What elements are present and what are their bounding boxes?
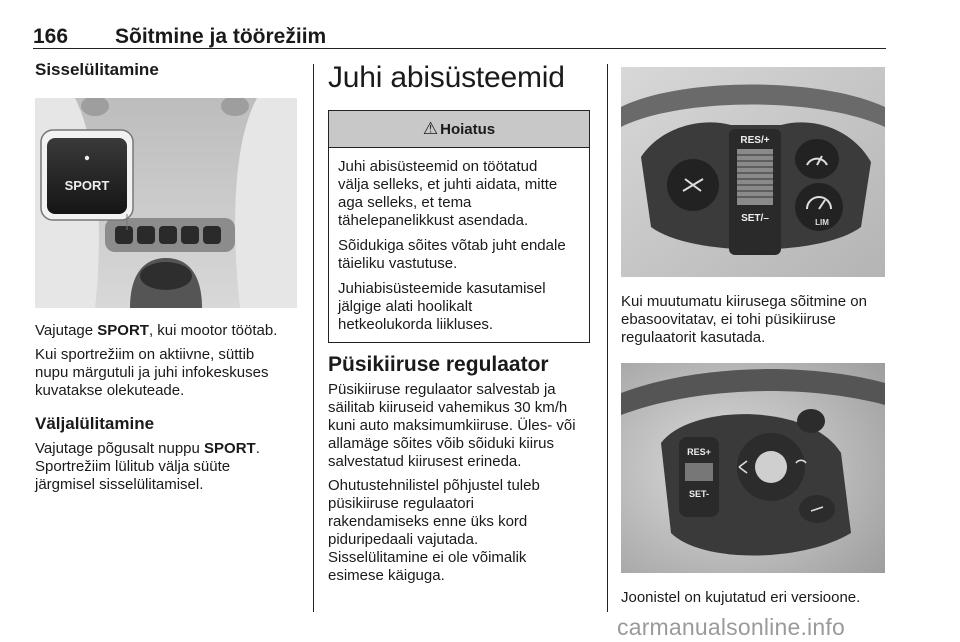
res-label: RES/+ [740,135,770,146]
warning-label: Hoiatus [440,120,496,138]
res-label-2: RES+ [687,447,711,457]
set-label-2: SET- [688,489,710,499]
sport-instruction: Vajutage SPORT, kui mootor töötab. [35,322,278,339]
column-divider [313,64,314,612]
section-title: Juhi abisüsteemid [328,61,565,94]
warning-icon: ⚠ [422,119,439,138]
warning-header [329,111,589,148]
warning-paragraph: Juhiabisüsteemide kasutamisel jälgige alati hoolikalt hetkeolukorda liikluses. [338,280,546,333]
lim-label: LIM [815,218,829,227]
steering-controls-image-2 [621,363,885,573]
column-divider [607,64,608,612]
running-title: Sõitmine ja töörežiim [115,25,327,48]
cruise-paragraph: Püsikiiruse regulaator salvestab ja säilitab kiiruseid vahemikus 30 km/h kuni auto maksimumkiiruse. Üles- või allamäge sõites võib sõiduki kiirus salvestatud kiirusest erineda. [328,381,576,470]
steering-controls-illustration [621,67,885,277]
watermark: carmanualsonline.info [617,614,845,640]
figure-caption: Joonistel on kujutatud eri versioone. [621,589,861,606]
heading-switch-off: Väljalülitamine [35,414,155,433]
cruise-control-title: Püsikiiruse regulaator [328,353,549,376]
set-label: SET/– [741,213,769,224]
sport-button-image [35,98,297,308]
page-number: 166 [33,25,69,48]
cruise-paragraph: Ohutustehnilistel põhjustel tuleb püsikiiruse regulaatori rakendamiseks enne üks kord piduripedaali vajutada. Sisselülitamine ei ole võimalik esimese käiguga. [328,477,540,584]
cruise-warning-text: Kui muutumatu kiirusega sõitmine on ebasoovitatav, ei tohi püsikiiruse regulaatorit kasutada. [621,293,867,346]
warning-body [329,148,589,342]
warning-paragraph: Sõidukiga sõites võtab juht endale täieliku vastutuse. [338,237,566,272]
sport-description: Kui sportrežiim on aktiivne, süttib nupu märgutuli ja juhi infokeskuses kuvatakse olekuteade. [35,346,269,399]
page-header [33,14,886,49]
middle-column [328,60,590,585]
sport-label: SPORT [64,178,110,193]
console-illustration [35,98,297,308]
warning-box [328,110,590,343]
steering-controls-illustration-2 [621,363,885,573]
heading-switch-on: Sisselülitamine [35,60,159,79]
steering-controls-image-1 [621,67,885,277]
left-column [35,60,300,494]
right-column [621,60,886,607]
warning-paragraph: Juhi abisüsteemid on töötatud välja selleks, et juhti aidata, mitte aga selleks, et tema tähelepanelikkust asendada. [338,158,558,229]
sport-off-description: Vajutage põgusalt nuppu SPORT. Sportrežiim lülitub välja süüte järgmisel sisselülitamisel. [35,440,260,493]
